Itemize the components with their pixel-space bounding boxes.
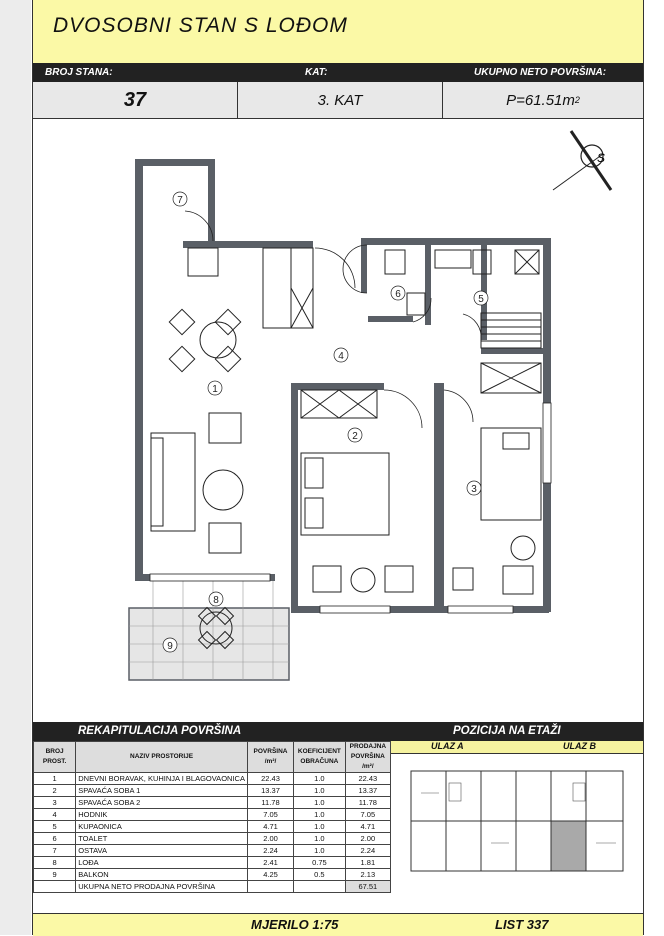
position-plan [391, 753, 643, 913]
row-coef: 1.0 [294, 821, 346, 833]
row-sale: 7.05 [345, 809, 390, 821]
total-empty [34, 881, 76, 893]
sheet-label: LIST 337 [495, 917, 549, 932]
bathroom-fixtures [385, 250, 539, 315]
row-area: 2.24 [247, 845, 293, 857]
apartment-position-highlight [551, 821, 586, 871]
entrance-a-label: ULAZ A [431, 741, 464, 751]
area-value [443, 82, 643, 118]
row-coef: 1.0 [294, 809, 346, 821]
total-empty [247, 881, 293, 893]
floor-plan-sheet [32, 0, 644, 935]
row-name: SPAVAĆA SOBA 1 [76, 785, 248, 797]
table-row [34, 821, 391, 833]
row-name: HODNIK [76, 809, 248, 821]
row-no: 9 [34, 869, 76, 881]
col-name: NAZIV PROSTORIJE [76, 742, 248, 773]
total-value: 67.51 [345, 881, 390, 893]
floor-label: KAT: [305, 67, 328, 78]
bedroom-2-furniture [453, 428, 541, 594]
table-row [34, 797, 391, 809]
walls [129, 159, 551, 680]
row-area: 7.05 [247, 809, 293, 821]
row-name: BALKON [76, 869, 248, 881]
row-sale: 22.43 [345, 773, 390, 785]
row-sale: 2.13 [345, 869, 390, 881]
room-number-2: 2 [352, 431, 358, 442]
row-name: LOĐA [76, 857, 248, 869]
table-row [34, 857, 391, 869]
row-area: 4.25 [247, 869, 293, 881]
entrance-b-label: ULAZ B [563, 741, 596, 751]
recap-title: REKAPITULACIJA POVRŠINA [78, 725, 242, 737]
row-sale: 2.24 [345, 845, 390, 857]
footer-band [33, 913, 643, 936]
row-area: 22.43 [247, 773, 293, 785]
row-coef: 1.0 [294, 797, 346, 809]
row-area: 13.37 [247, 785, 293, 797]
dining-table [169, 309, 240, 371]
floor-plan-drawing [33, 118, 643, 722]
position-title: POZICIJA NA ETAŽI [453, 725, 561, 737]
total-label: UKUPNA NETO PRODAJNA POVRŠINA [76, 881, 248, 893]
room-number-5: 5 [478, 294, 484, 305]
room-number-1: 1 [212, 384, 218, 395]
area-value-number: P=61.51m [506, 91, 575, 109]
col-area: POVRŠINA /m²/ [247, 742, 293, 773]
living-furniture [151, 413, 243, 553]
table-row [34, 869, 391, 881]
col-coef: KOEFICIJENT OBRAČUNA [294, 742, 346, 773]
north-arrow-icon [553, 131, 611, 190]
row-name: OSTAVA [76, 845, 248, 857]
unit-label: BROJ STANA: [45, 67, 113, 78]
left-margin [0, 0, 31, 935]
area-label: UKUPNO NETO POVRŠINA: [474, 67, 607, 78]
row-no: 1 [34, 773, 76, 785]
scale-label: MJERILO 1:75 [251, 917, 339, 932]
row-area: 4.71 [247, 821, 293, 833]
row-name: TOALET [76, 833, 248, 845]
row-coef: 0.5 [294, 869, 346, 881]
page-title: DVOSOBNI STAN S LOĐOM [53, 14, 348, 37]
svg-text:S: S [597, 151, 606, 165]
row-sale: 11.78 [345, 797, 390, 809]
row-sale: 13.37 [345, 785, 390, 797]
table-row [34, 773, 391, 785]
row-coef: 1.0 [294, 845, 346, 857]
kitchen [188, 248, 313, 328]
col-no: BROJ PROST. [34, 742, 76, 773]
row-area: 2.41 [247, 857, 293, 869]
floor-plan [33, 118, 643, 722]
row-no: 2 [34, 785, 76, 797]
row-name: KUPAONICA [76, 821, 248, 833]
row-no: 3 [34, 797, 76, 809]
table-row [34, 809, 391, 821]
table-row [34, 833, 391, 845]
info-row [33, 82, 643, 119]
row-area: 11.78 [247, 797, 293, 809]
header-band [33, 63, 643, 82]
total-empty [294, 881, 346, 893]
bedroom-1-furniture [301, 390, 413, 592]
row-coef: 0.75 [294, 857, 346, 869]
position-plan-drawing [391, 753, 643, 913]
row-sale: 1.81 [345, 857, 390, 869]
room-number-7: 7 [177, 195, 183, 206]
total-row [34, 881, 391, 893]
room-number-6: 6 [395, 289, 401, 300]
row-no: 7 [34, 845, 76, 857]
table-row [34, 845, 391, 857]
row-no: 5 [34, 821, 76, 833]
row-name: SPAVAĆA SOBA 2 [76, 797, 248, 809]
row-coef: 1.0 [294, 785, 346, 797]
row-name: DNEVNI BORAVAK, KUHINJA I BLAGOVAONICA [76, 773, 248, 785]
room-number-8: 8 [213, 595, 219, 606]
row-sale: 2.00 [345, 833, 390, 845]
room-number-4: 4 [338, 351, 344, 362]
row-no: 8 [34, 857, 76, 869]
area-unit-sup: 2 [574, 95, 580, 105]
row-no: 6 [34, 833, 76, 845]
area-table [33, 741, 391, 893]
table-row [34, 785, 391, 797]
room-number-3: 3 [471, 484, 477, 495]
row-coef: 1.0 [294, 833, 346, 845]
row-sale: 4.71 [345, 821, 390, 833]
title-band [33, 0, 643, 64]
col-sale: PRODAJNA POVRŠINA /m²/ [345, 742, 390, 773]
row-no: 4 [34, 809, 76, 821]
floor-value: 3. KAT [238, 82, 443, 118]
recap-band [33, 722, 643, 741]
row-area: 2.00 [247, 833, 293, 845]
row-coef: 1.0 [294, 773, 346, 785]
room-number-9: 9 [167, 641, 173, 652]
unit-number: 37 [33, 82, 238, 118]
table-header-row [34, 742, 391, 773]
